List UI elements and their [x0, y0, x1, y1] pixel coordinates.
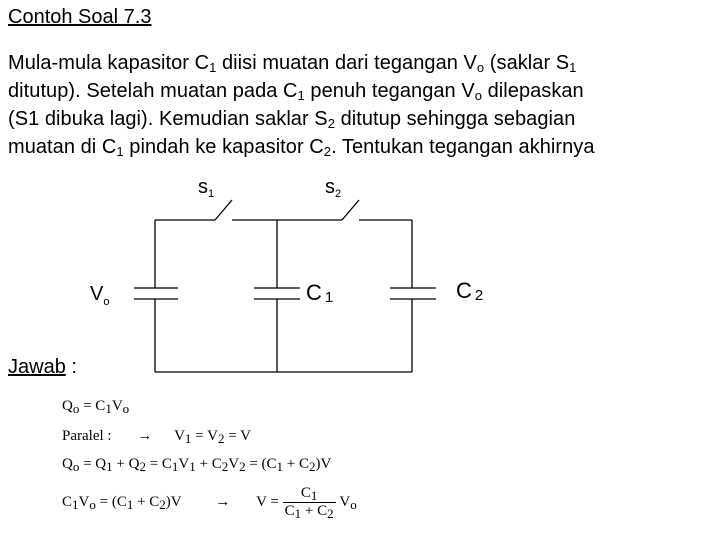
parallel-label: Paralel :: [62, 428, 112, 444]
problem-line: Mula-mula kapasitor $C_1$ diisi muatan dari tegangan $V_o$ (saklar $S_1$: [8, 52, 577, 75]
arrow-icon: →: [137, 428, 153, 444]
fraction-numerator: $C_1$: [283, 485, 336, 503]
equation-charge: $Q_o = C_1V_o$: [62, 398, 130, 416]
answer-colon: :: [65, 356, 77, 378]
problem-line: (S1 dibuka lagi). Kemudian saklar $S_2$ ditutup sehingga sebagian: [8, 108, 576, 131]
arrow-icon: →: [215, 494, 231, 510]
switch-s2-blade: [342, 200, 359, 220]
equation-charge-sum: $Q_o = Q_1 + Q_2 = C_1V_1 + C_2V_2 = (C_1 + C_2)V$: [62, 456, 332, 474]
vo-label: $V_o$: [90, 283, 110, 308]
switch-s1-blade: [215, 200, 232, 220]
final-v: V =: [256, 494, 283, 510]
answer-word: Jawab: [8, 356, 66, 378]
fraction-denominator: $C_1 + C_2$: [284, 503, 334, 521]
s2-label: $s_2$: [325, 176, 342, 200]
final-left: $C_1V_o = (C_1 + C_2)V$: [62, 494, 182, 512]
answer-heading: [8, 356, 77, 379]
page-title: Contoh Soal 7.3: [8, 6, 152, 28]
parallel-voltage: $V_1 = V_2 = V$: [174, 428, 251, 446]
c1-label: C 1: [306, 280, 334, 306]
equation-parallel: [62, 428, 251, 445]
equation-final: [62, 485, 357, 520]
fraction: [283, 485, 336, 520]
problem-line: muatan di $C_1$ pindah ke kapasitor $C_2$. Tentukan tegangan akhirnya: [8, 136, 595, 159]
problem-line: ditutup). Setelah muatan pada $C_1$ penuh tegangan $V_o$ dilepaskan: [8, 80, 584, 103]
s1-label: $s_1$: [198, 176, 215, 200]
c2-label: C 2: [456, 278, 484, 304]
final-vo: $V_o$: [339, 494, 357, 512]
